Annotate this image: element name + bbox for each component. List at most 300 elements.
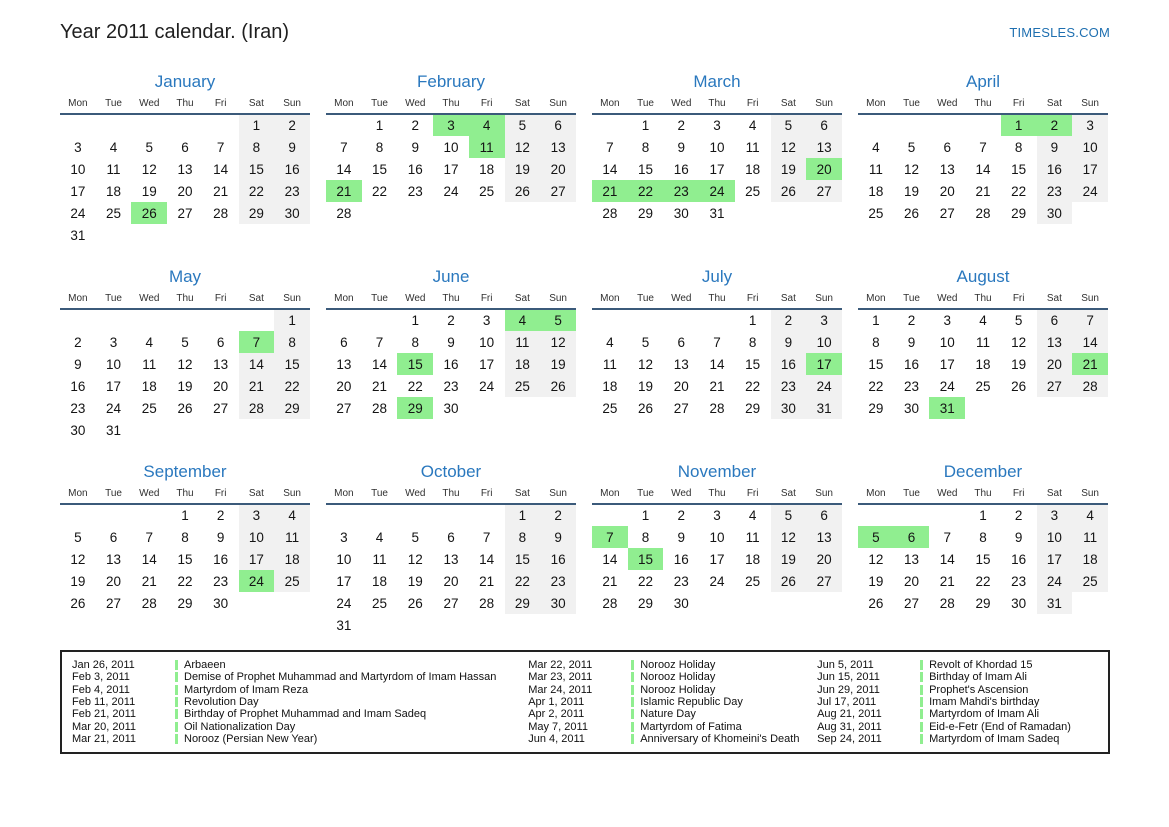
day-cell: 17 <box>1072 158 1108 180</box>
day-cell: 3 <box>1037 504 1073 526</box>
day-cell <box>592 504 628 526</box>
weekday-label: Sat <box>514 293 530 304</box>
month-january <box>60 72 310 267</box>
month-title: February <box>416 72 486 91</box>
day-cell <box>362 614 398 636</box>
day-cell: 26 <box>540 375 576 397</box>
day-cell: 27 <box>904 595 920 611</box>
weekday-label: Fri <box>1012 293 1025 304</box>
day-cell: 8 <box>641 529 650 545</box>
day-cell <box>540 397 576 419</box>
holiday-marker-icon <box>175 709 178 719</box>
month-title: September <box>143 462 227 481</box>
day-cell <box>167 309 203 331</box>
legend-row <box>528 659 817 671</box>
day-cell <box>326 114 362 136</box>
weekday-label: Wed <box>937 488 958 499</box>
legend-row <box>528 721 817 733</box>
day-cell: 3 <box>806 309 842 331</box>
day-cell: 6 <box>109 529 118 545</box>
day-cell: 13 <box>106 551 122 567</box>
weekday-label: Mon <box>866 488 886 499</box>
day-cell: 14 <box>602 551 618 567</box>
holiday-day-cell: 1 <box>1001 114 1037 136</box>
holiday-marker-icon <box>920 734 923 744</box>
day-cell: 14 <box>239 353 275 375</box>
holiday-day-cell: 15 <box>397 353 433 375</box>
month-title: May <box>168 267 202 286</box>
holiday-day-cell: 23 <box>663 180 699 202</box>
weekday-label: Mon <box>334 488 354 499</box>
day-cell: 19 <box>177 378 193 394</box>
day-cell: 20 <box>443 573 459 589</box>
legend-date: Feb 21, 2011 <box>72 708 137 721</box>
day-cell: 12 <box>771 526 807 548</box>
day-cell: 19 <box>868 573 884 589</box>
day-cell: 28 <box>372 400 388 416</box>
day-cell: 4 <box>748 118 757 133</box>
day-cell: 7 <box>713 334 721 350</box>
day-cell: 1 <box>748 313 757 328</box>
day-cell: 7 <box>375 334 384 350</box>
weekday-label: Wed <box>937 98 958 109</box>
holiday-day-cell: 7 <box>239 331 275 353</box>
day-cell: 9 <box>771 331 807 353</box>
day-cell: 22 <box>638 573 654 589</box>
weekday-label: Thu <box>708 98 726 109</box>
day-cell: 22 <box>372 183 388 199</box>
day-cell: 21 <box>141 573 157 589</box>
legend-row <box>72 684 528 696</box>
legend-row <box>817 708 1098 720</box>
day-cell: 12 <box>505 136 541 158</box>
weekday-label: Sat <box>780 98 796 109</box>
day-cell <box>771 592 807 614</box>
day-cell: 18 <box>372 573 388 589</box>
day-cell: 9 <box>907 334 916 350</box>
day-cell: 24 <box>709 573 725 589</box>
day-cell <box>167 419 203 441</box>
legend-holiday-name: Martyrdom of Imam Ali <box>929 708 1040 721</box>
day-cell: 31 <box>1037 592 1073 614</box>
day-cell: 1 <box>641 508 650 523</box>
day-cell: 25 <box>372 595 388 611</box>
weekday-label: Sat <box>514 488 530 499</box>
day-cell: 16 <box>771 353 807 375</box>
day-cell: 30 <box>540 592 576 614</box>
weekday-label: Tue <box>105 293 122 304</box>
day-cell: 22 <box>745 378 761 394</box>
day-cell: 5 <box>181 334 189 350</box>
holiday-day-cell: 15 <box>628 548 664 570</box>
day-cell <box>397 614 433 636</box>
day-cell: 11 <box>274 526 310 548</box>
legend-date: Jun 5, 2011 <box>817 659 874 671</box>
day-cell: 7 <box>216 139 225 155</box>
day-cell: 25 <box>868 205 884 221</box>
holiday-marker-icon <box>631 722 634 732</box>
legend-holiday-name: Revolution Day <box>184 695 259 708</box>
day-cell <box>505 397 541 419</box>
day-cell: 20 <box>939 183 955 199</box>
holiday-day-cell: 7 <box>592 526 628 548</box>
day-cell: 3 <box>239 504 275 526</box>
legend-row <box>817 684 1098 696</box>
day-cell: 27 <box>540 180 576 202</box>
day-cell: 24 <box>939 378 955 394</box>
holiday-marker-icon <box>175 697 178 707</box>
day-cell <box>469 397 505 419</box>
day-cell: 14 <box>479 551 495 567</box>
day-cell: 16 <box>443 356 459 372</box>
day-cell <box>60 114 96 136</box>
day-cell: 19 <box>904 183 920 199</box>
day-cell <box>965 114 1001 136</box>
holiday-day-cell: 5 <box>858 526 894 548</box>
day-cell: 4 <box>979 313 987 328</box>
legend-holiday-name: Norooz Holiday <box>640 659 716 671</box>
holiday-marker-icon <box>631 697 634 707</box>
legend-holiday-name: Eid-e-Fetr (End of Ramadan) <box>929 720 1071 733</box>
holiday-marker-icon <box>920 709 923 719</box>
month-title: July <box>701 267 733 286</box>
day-cell: 30 <box>1037 202 1073 224</box>
day-cell: 8 <box>1014 139 1023 155</box>
day-cell: 18 <box>274 548 310 570</box>
holiday-day-cell: 20 <box>806 158 842 180</box>
day-cell: 18 <box>975 356 991 372</box>
day-cell: 23 <box>213 573 229 589</box>
day-cell: 25 <box>602 400 618 416</box>
day-cell: 29 <box>745 400 761 416</box>
legend-date: Aug 31, 2011 <box>817 720 882 733</box>
month-table <box>326 488 576 636</box>
day-cell: 29 <box>638 595 654 611</box>
weekday-label: Tue <box>637 98 654 109</box>
day-cell: 18 <box>141 378 157 394</box>
day-cell: 2 <box>1014 508 1023 523</box>
holiday-marker-icon <box>175 660 178 670</box>
weekday-label: Sat <box>1046 98 1062 109</box>
legend-date: Feb 3, 2011 <box>72 671 130 684</box>
day-cell: 1 <box>872 313 880 328</box>
weekday-label: Thu <box>974 488 992 499</box>
day-cell: 12 <box>407 551 423 567</box>
day-cell: 6 <box>677 334 686 350</box>
holiday-day-cell: 29 <box>397 397 433 419</box>
day-cell: 17 <box>336 573 352 589</box>
day-cell: 27 <box>106 595 122 611</box>
day-cell: 25 <box>274 570 310 592</box>
day-cell: 6 <box>216 334 225 350</box>
legend-column <box>528 659 817 745</box>
day-cell: 25 <box>141 400 157 416</box>
day-cell: 27 <box>443 595 459 611</box>
legend-date: Jul 17, 2011 <box>817 695 877 708</box>
day-cell: 21 <box>479 573 495 589</box>
day-cell: 18 <box>868 183 884 199</box>
day-cell: 13 <box>673 356 689 372</box>
legend-date: Jan 26, 2011 <box>72 659 135 671</box>
holiday-legend <box>60 650 1110 754</box>
day-cell: 14 <box>372 356 388 372</box>
day-cell: 2 <box>411 118 420 133</box>
day-cell: 30 <box>673 205 689 221</box>
day-cell <box>96 114 132 136</box>
holiday-day-cell: 4 <box>505 309 541 331</box>
day-cell: 6 <box>540 114 576 136</box>
month-february <box>326 72 576 267</box>
day-cell: 28 <box>213 205 229 221</box>
day-cell: 8 <box>641 139 650 155</box>
month-table <box>592 488 842 614</box>
day-cell: 21 <box>709 378 725 394</box>
day-cell <box>1072 202 1108 224</box>
day-cell: 23 <box>540 570 576 592</box>
legend-date: Mar 21, 2011 <box>72 732 137 745</box>
site-link[interactable]: TIMESLES.COM <box>1009 25 1110 40</box>
month-title: December <box>943 462 1023 481</box>
day-cell: 18 <box>1072 548 1108 570</box>
day-cell: 2 <box>677 508 686 523</box>
day-cell: 25 <box>106 205 122 221</box>
day-cell: 31 <box>336 617 352 633</box>
month-december <box>858 462 1108 657</box>
day-cell: 22 <box>1011 183 1027 199</box>
weekday-label: Mon <box>866 98 886 109</box>
weekday-label: Sat <box>1046 488 1062 499</box>
day-cell: 14 <box>213 161 229 177</box>
weekday-label: Thu <box>176 293 194 304</box>
day-cell <box>274 224 310 246</box>
day-cell <box>397 504 433 526</box>
day-cell: 18 <box>602 378 618 394</box>
day-cell <box>326 504 362 526</box>
day-cell <box>858 114 894 136</box>
weekday-label: Tue <box>903 488 920 499</box>
day-cell: 8 <box>181 529 189 545</box>
day-cell: 23 <box>904 378 920 394</box>
day-cell: 23 <box>673 573 689 589</box>
day-cell <box>433 614 469 636</box>
legend-holiday-name: Martyrdom of Imam Reza <box>184 683 309 696</box>
day-cell: 27 <box>806 180 842 202</box>
day-cell: 11 <box>106 161 121 177</box>
holiday-day-cell: 21 <box>326 180 362 202</box>
month-table <box>858 98 1108 224</box>
legend-date: Jun 15, 2011 <box>817 671 880 684</box>
day-cell: 8 <box>239 136 275 158</box>
day-cell <box>362 202 398 224</box>
weekday-label: Tue <box>903 293 920 304</box>
day-cell: 6 <box>181 139 189 155</box>
day-cell: 16 <box>673 161 689 177</box>
weekday-label: Tue <box>637 488 654 499</box>
holiday-day-cell: 22 <box>628 180 664 202</box>
legend-holiday-name: Prophet's Ascension <box>929 683 1029 696</box>
day-cell: 27 <box>939 205 955 221</box>
day-cell <box>167 114 203 136</box>
day-cell: 15 <box>1011 161 1027 177</box>
day-cell <box>131 419 167 441</box>
legend-holiday-name: Revolt of Khordad 15 <box>929 659 1033 671</box>
holiday-day-cell: 4 <box>469 114 505 136</box>
day-cell: 11 <box>372 551 387 567</box>
weekday-label: Sat <box>248 293 264 304</box>
legend-holiday-name: Imam Mahdi's birthday <box>929 695 1040 708</box>
day-cell: 20 <box>673 378 689 394</box>
day-cell: 3 <box>340 529 348 545</box>
day-cell: 4 <box>1072 504 1108 526</box>
legend-date: Aug 21, 2011 <box>817 708 882 721</box>
day-cell: 6 <box>806 504 842 526</box>
day-cell: 8 <box>748 334 757 350</box>
legend-holiday-name: Martyrdom of Fatima <box>640 720 742 733</box>
day-cell: 14 <box>939 551 955 567</box>
holiday-marker-icon <box>175 672 178 682</box>
day-cell: 10 <box>70 161 86 177</box>
day-cell: 29 <box>638 205 654 221</box>
day-cell: 10 <box>1072 136 1108 158</box>
day-cell: 23 <box>407 183 423 199</box>
day-cell: 14 <box>141 551 157 567</box>
day-cell: 11 <box>975 334 990 350</box>
day-cell: 25 <box>505 375 541 397</box>
weekday-label: Wed <box>671 488 692 499</box>
month-november <box>592 462 842 657</box>
weekday-label: Mon <box>600 293 620 304</box>
day-cell <box>1001 397 1037 419</box>
weekday-label: Sat <box>248 488 264 499</box>
day-cell: 28 <box>141 595 157 611</box>
day-cell: 10 <box>443 139 459 155</box>
weekday-label: Sat <box>514 98 530 109</box>
day-cell <box>699 309 735 331</box>
day-cell <box>663 309 699 331</box>
holiday-marker-icon <box>920 672 923 682</box>
day-cell <box>894 504 930 526</box>
day-cell: 22 <box>505 570 541 592</box>
day-cell: 16 <box>673 551 689 567</box>
legend-holiday-name: Islamic Republic Day <box>640 695 743 708</box>
day-cell: 2 <box>74 334 82 350</box>
day-cell: 18 <box>745 551 761 567</box>
day-cell: 13 <box>1037 331 1073 353</box>
day-cell: 31 <box>106 422 122 438</box>
day-cell: 16 <box>407 161 423 177</box>
day-cell: 19 <box>70 573 86 589</box>
day-cell: 20 <box>177 183 193 199</box>
holiday-marker-icon <box>175 722 178 732</box>
day-cell: 2 <box>274 114 310 136</box>
weekday-label: Sat <box>780 488 796 499</box>
weekday-label: Fri <box>480 98 493 109</box>
holiday-day-cell: 26 <box>131 202 167 224</box>
weekday-label: Thu <box>974 98 992 109</box>
day-cell: 25 <box>745 183 761 199</box>
legend-row <box>528 708 817 720</box>
day-cell <box>433 202 469 224</box>
day-cell: 28 <box>1072 375 1108 397</box>
day-cell: 4 <box>274 504 310 526</box>
day-cell: 20 <box>106 573 122 589</box>
legend-date: Mar 24, 2011 <box>528 683 593 696</box>
day-cell <box>433 504 469 526</box>
weekday-label: Tue <box>371 488 388 499</box>
weekday-label: Mon <box>600 98 620 109</box>
day-cell: 6 <box>340 334 348 350</box>
day-cell <box>771 202 807 224</box>
weekday-label: Wed <box>405 98 426 109</box>
month-title: October <box>420 462 482 481</box>
day-cell: 26 <box>638 400 654 416</box>
month-october <box>326 462 576 657</box>
day-cell: 12 <box>177 356 193 372</box>
day-cell: 20 <box>336 378 352 394</box>
day-cell: 23 <box>1037 180 1073 202</box>
day-cell: 24 <box>1072 180 1108 202</box>
day-cell <box>96 309 132 331</box>
day-cell: 14 <box>1072 331 1108 353</box>
day-cell: 25 <box>975 378 991 394</box>
day-cell <box>362 309 398 331</box>
holiday-marker-icon <box>631 709 634 719</box>
day-cell: 1 <box>411 313 420 328</box>
day-cell: 15 <box>868 356 884 372</box>
holiday-day-cell: 6 <box>894 526 930 548</box>
day-cell <box>929 114 965 136</box>
month-table <box>592 293 842 419</box>
legend-date: Mar 23, 2011 <box>528 671 593 684</box>
day-cell: 9 <box>677 139 686 155</box>
day-cell: 2 <box>216 508 225 523</box>
day-cell: 26 <box>868 595 884 611</box>
day-cell: 31 <box>70 227 86 243</box>
day-cell: 6 <box>943 139 952 155</box>
day-cell: 16 <box>1037 158 1073 180</box>
weekday-label: Mon <box>68 293 88 304</box>
day-cell: 13 <box>806 136 842 158</box>
day-cell: 24 <box>106 400 122 416</box>
day-cell: 31 <box>709 205 725 221</box>
legend-holiday-name: Birthday of Prophet Muhammad and Imam Sadeq <box>184 708 427 721</box>
day-cell <box>540 202 576 224</box>
day-cell: 12 <box>771 136 807 158</box>
day-cell: 24 <box>70 205 86 221</box>
day-cell <box>735 202 771 224</box>
holiday-marker-icon <box>631 672 634 682</box>
legend-holiday-name: Anniversary of Khomeini's Death <box>640 732 800 745</box>
day-cell: 8 <box>375 139 384 155</box>
day-cell <box>167 224 203 246</box>
day-cell <box>505 614 541 636</box>
day-cell: 9 <box>447 334 455 350</box>
weekday-label: Thu <box>176 98 194 109</box>
day-cell: 12 <box>638 356 654 372</box>
day-cell: 18 <box>479 161 495 177</box>
weekday-label: Mon <box>68 98 88 109</box>
weekday-label: Mon <box>334 293 354 304</box>
day-cell: 29 <box>975 595 991 611</box>
day-cell: 4 <box>606 334 614 350</box>
day-cell <box>592 114 628 136</box>
legend-date: Feb 11, 2011 <box>72 695 136 708</box>
legend-row <box>72 659 528 671</box>
legend-date: Jun 29, 2011 <box>817 683 880 696</box>
day-cell: 20 <box>806 548 842 570</box>
month-april <box>858 72 1108 267</box>
legend-date: Mar 22, 2011 <box>528 659 593 671</box>
